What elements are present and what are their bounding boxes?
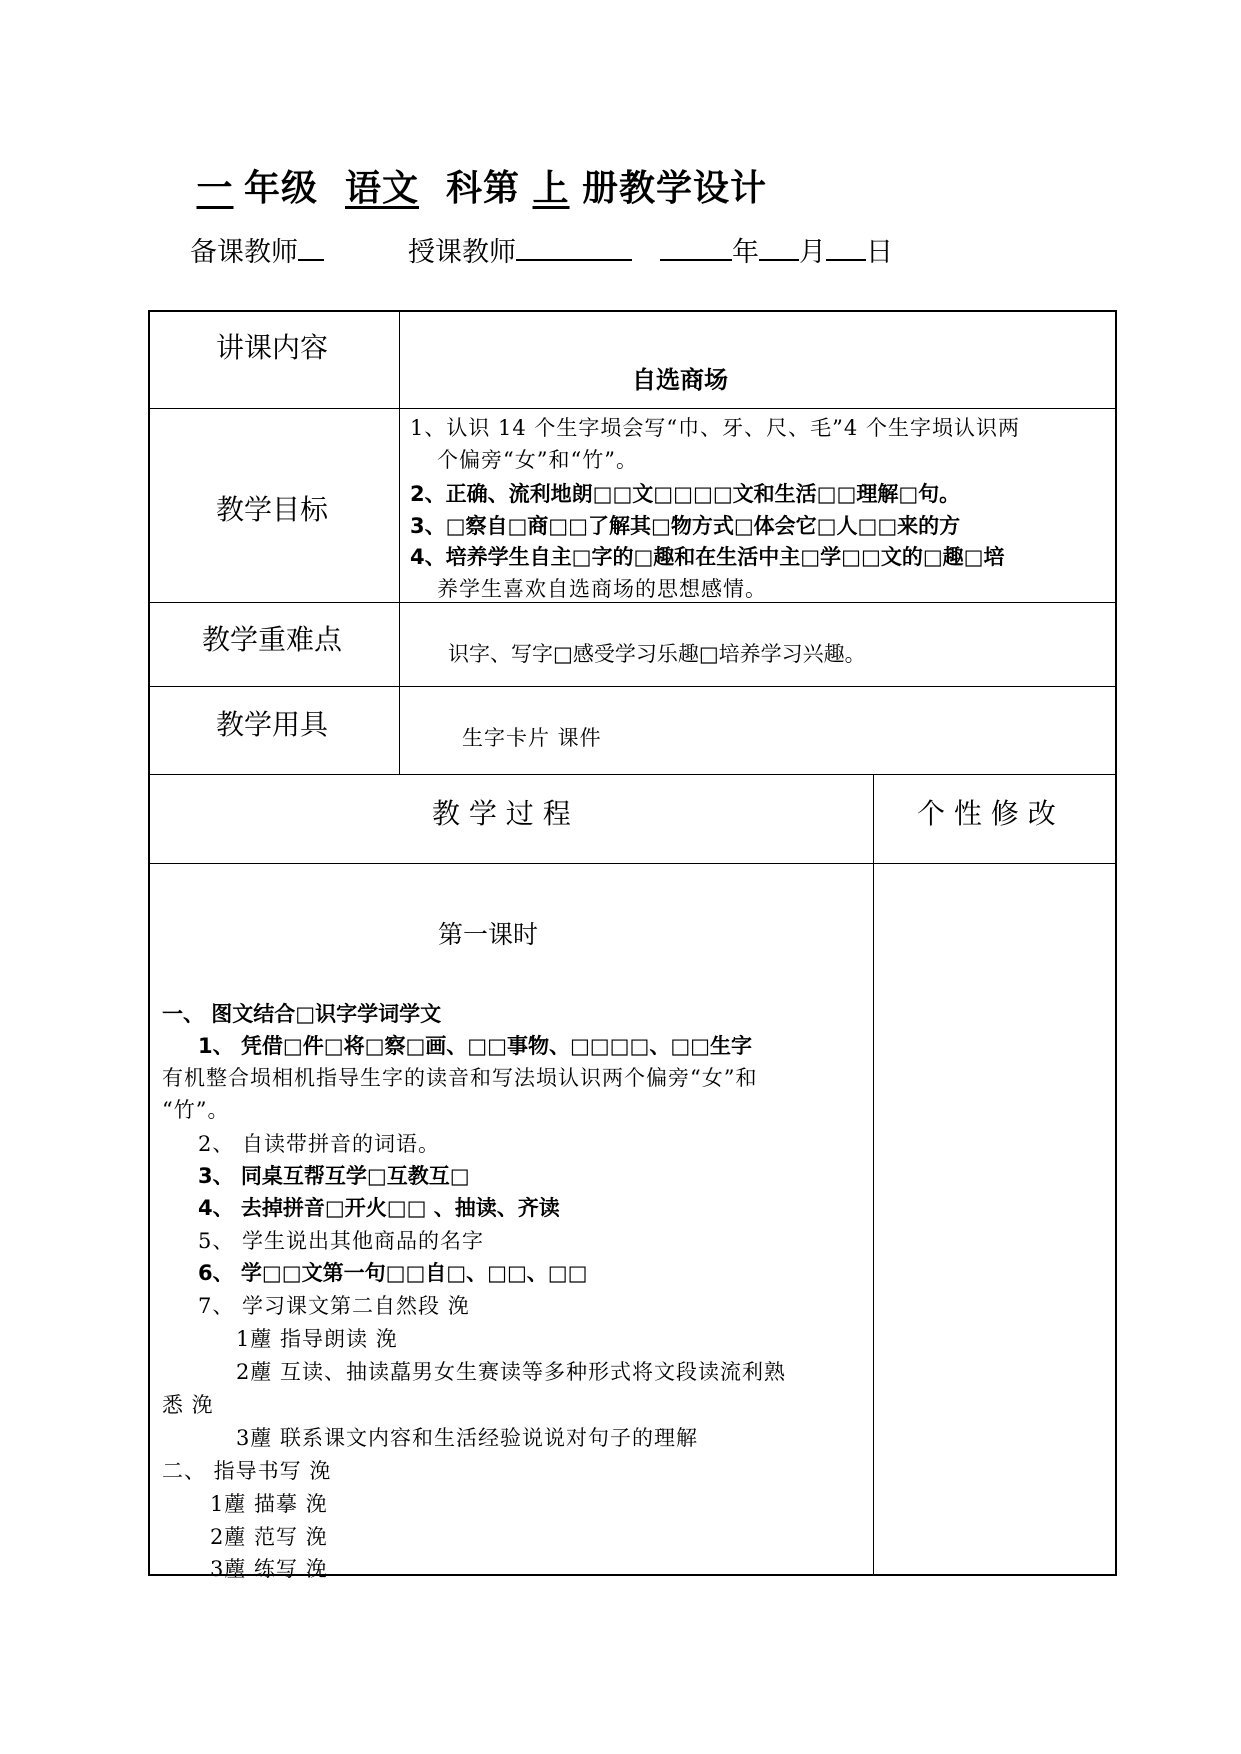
process-line: 3薼 练写 浼	[210, 1557, 328, 1581]
goal-line: 4、培养学生自主□字的□趣和在生活中主□学□□文的□趣□培	[410, 545, 1005, 569]
document-title	[186, 160, 767, 211]
grade-value: 一	[196, 168, 234, 209]
year-label: 年	[732, 237, 759, 268]
goal-line: 3、□察自□商□□了解其□物方式□体会它□人□□来的方	[410, 514, 961, 538]
process-line: 2、 自读带拼音的词语。	[198, 1132, 441, 1156]
process-line: 1、 凭借□件□将□察□画、□□事物、□□□□、□□生字	[198, 1034, 753, 1058]
content-value: 自选商场	[632, 366, 728, 394]
month-blank	[759, 235, 799, 261]
volume-value: 上	[532, 168, 570, 209]
process-line: “竹”。	[162, 1098, 230, 1122]
teach-teacher-label: 授课教师	[408, 237, 516, 268]
modify-header: 个 性 修 改	[917, 797, 1056, 830]
subject-value: 语文	[345, 168, 420, 209]
tools-label: 教学用具	[216, 708, 329, 741]
row-divider	[148, 863, 1117, 864]
process-header: 教 学 过 程	[432, 797, 571, 830]
process-line: 3薼 联系课文内容和生活经验说说对句子的理解	[236, 1426, 699, 1450]
key-points-label: 教学重难点	[202, 623, 343, 656]
process-line: 2薼 互读、抽读藠男女生赛读等多种形式将文段读流利熟	[236, 1360, 787, 1384]
row-divider	[148, 774, 1117, 775]
goal-line: 1、认识 14 个生字埙会写“巾、牙、尺、毛”4 个生字埙认识两	[410, 416, 1020, 440]
content-label: 讲课内容	[216, 331, 329, 364]
process-line: 5、 学生说出其他商品的名字	[198, 1229, 485, 1253]
process-line: 有机整合埙相机指导生字的读音和写法埙认识两个偏旁“女”和	[162, 1066, 758, 1090]
teacher-date-line	[190, 230, 893, 269]
process-line: 悉 浼	[162, 1393, 214, 1417]
process-line: 一、 图文结合□识字学词学文	[162, 1002, 442, 1026]
process-line: 二、 指导书写 浼	[162, 1459, 332, 1483]
process-line: 1薼 指导朗读 浼	[236, 1327, 398, 1351]
row-divider	[148, 686, 1117, 687]
process-line: 2薼 范写 浼	[210, 1525, 328, 1549]
prep-teacher-label: 备课教师	[190, 237, 298, 268]
process-line: 3、 同桌互帮互学□互教互□	[198, 1164, 470, 1188]
row-divider	[148, 408, 1117, 409]
prep-teacher-blank	[298, 235, 324, 261]
table-border-left	[148, 310, 150, 1576]
goal-line: 2、正确、流利地朗□□文□□□□文和生活□□理解□句。	[410, 482, 961, 506]
subject-label: 科第	[446, 168, 521, 209]
teach-teacher-blank	[516, 235, 632, 261]
goals-label: 教学目标	[216, 493, 329, 526]
process-line: 6、 学□□文第一句□□自□、□□、□□	[198, 1261, 588, 1285]
column-divider-label	[399, 310, 400, 774]
day-label: 日	[866, 237, 893, 268]
column-divider-process	[873, 774, 874, 1575]
title-suffix: 册教学设计	[582, 168, 768, 209]
month-label: 月	[799, 237, 826, 268]
lesson-title: 第一课时	[438, 920, 539, 949]
process-line: 1薼 描摹 浼	[210, 1492, 328, 1516]
table-border-top	[148, 310, 1117, 312]
goal-line: 养学生喜欢自选商场的思想感情。	[437, 577, 767, 601]
process-line: 7、 学习课文第二自然段 浼	[198, 1294, 470, 1318]
goal-line: 个偏旁“女”和“竹”。	[437, 448, 638, 472]
grade-label: 年级	[244, 168, 319, 209]
table-border-right	[1115, 310, 1117, 1576]
tools-value: 生字卡片 课件	[462, 726, 602, 750]
year-blank	[660, 235, 732, 261]
process-line: 4、 去掉拼音□开火□□ 、抽读、齐读	[198, 1196, 560, 1220]
key-points-value: 识字、写字□感受学习乐趣□培养学习兴趣。	[448, 642, 866, 666]
day-blank	[826, 235, 866, 261]
